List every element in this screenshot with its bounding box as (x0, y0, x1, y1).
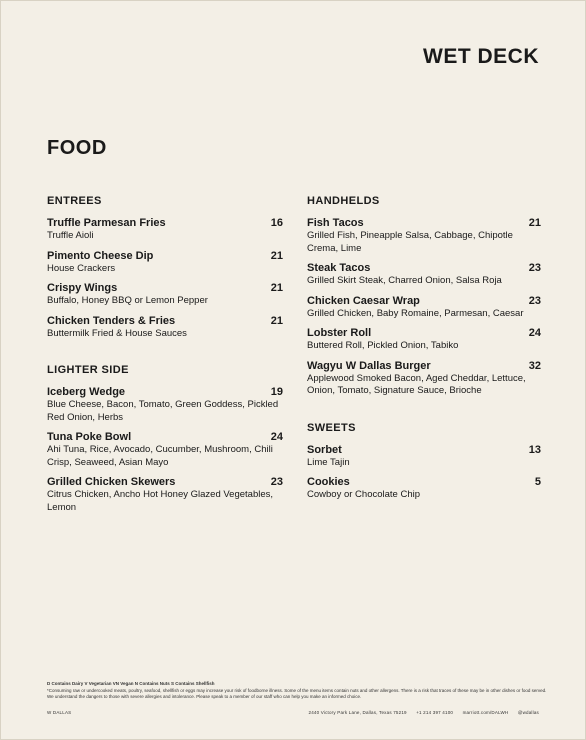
menu-item-price: 13 (528, 443, 541, 456)
footer-hotel-name: W DALLAS (47, 710, 72, 715)
menu-item-name: Iceberg Wedge (47, 386, 126, 398)
menu-item-name: Lobster Roll (307, 327, 372, 339)
menu-item-header (47, 250, 283, 263)
menu-item-description: Applewood Smoked Bacon, Aged Cheddar, Lettuce, Onion, Tomato, Signature Sauce, Brioche (307, 372, 526, 396)
page-title: FOOD (47, 137, 107, 159)
menu-item-description: Blue Cheese, Bacon, Tomato, Green Goddess, Pickled Red Onion, Herbs (47, 399, 279, 423)
menu-item-header (307, 360, 541, 373)
menu-item (47, 250, 283, 276)
menu-item (307, 444, 541, 470)
menu-item-name: Steak Tacos (307, 262, 371, 274)
left-column (47, 195, 283, 538)
menu-section (47, 364, 283, 514)
menu-item-header (307, 327, 541, 340)
menu-item-name: Tuna Poke Bowl (47, 431, 132, 443)
menu-item-name: Grilled Chicken Skewers (47, 476, 176, 488)
menu-item-price: 24 (528, 327, 541, 339)
footer-phone: +1 214 397 4100 (416, 710, 454, 715)
menu-item (47, 282, 283, 308)
menu-item-header (47, 217, 283, 230)
footer-bar (47, 710, 539, 715)
section-title: SWEETS (307, 421, 356, 434)
menu-item-description: Ahi Tuna, Rice, Avocado, Cucumber, Mushroom, Chili Crisp, Seaweed, Asian Mayo (47, 444, 273, 468)
brand-title: WET DECK (423, 45, 539, 68)
menu-item-price: 21 (270, 314, 283, 327)
footer-website: marriott.com/DALWH (462, 710, 509, 715)
footer-contact (301, 710, 540, 715)
menu-item-name: Fish Tacos (307, 217, 364, 229)
menu-item (307, 476, 541, 502)
menu-item-price: 16 (270, 217, 283, 229)
menu-item-name: Sorbet (307, 443, 342, 456)
menu-item-description: Lime Tajin (307, 456, 350, 468)
menu-item-price: 23 (270, 476, 283, 488)
menu-item-description: Buffalo, Honey BBQ or Lemon Pepper (47, 295, 208, 306)
menu-section (307, 422, 541, 502)
menu-item-price: 5 (534, 476, 541, 488)
menu-item-name: Wagyu W Dallas Burger (307, 359, 431, 372)
menu-item-header (47, 431, 283, 444)
menu-item-name: Chicken Tenders & Fries (47, 314, 176, 327)
menu-item-header (307, 262, 541, 275)
menu-item-description: Citrus Chicken, Ancho Hot Honey Glazed Vegetables, Lemon (47, 489, 274, 513)
menu-item-price: 24 (270, 431, 283, 443)
menu-item-description: Buttered Roll, Pickled Onion, Tabiko (307, 340, 459, 351)
menu-item-price: 21 (270, 282, 283, 294)
menu-item-header (307, 444, 541, 457)
menu-item (47, 315, 283, 341)
allergen-legend: D Contains Dairy V Vegetarian VN Vegan N Contains Nuts S Contains Shellfish (47, 681, 215, 686)
menu-item-header (307, 217, 541, 230)
menu-item-header (47, 315, 283, 328)
footer-address: 2440 Victory Park Lane, Dallas, Texas 75219 (308, 710, 407, 715)
menu-item-name: Truffle Parmesan Fries (47, 217, 166, 229)
section-title: HANDHELDS (307, 195, 380, 207)
menu-item-name: Pimento Cheese Dip (47, 249, 154, 262)
menu-item-description: Grilled Skirt Steak, Charred Onion, Salsa Roja (307, 275, 502, 286)
menu-item-header (47, 386, 283, 399)
menu-item-name: Crispy Wings (47, 282, 118, 294)
menu-item-price: 19 (270, 386, 283, 398)
menu-item-header (47, 282, 283, 295)
menu-section (47, 195, 283, 340)
menu-item-name: Chicken Caesar Wrap (307, 294, 420, 307)
menu-item (307, 360, 541, 398)
menu-item-price: 32 (528, 359, 541, 372)
menu-item-price: 23 (528, 262, 541, 274)
menu-item-description: Grilled Fish, Pineapple Salsa, Cabbage, Chipotle Crema, Lime (307, 230, 513, 254)
menu-item (307, 262, 541, 288)
disclaimer-text: *Consuming raw or undercooked meats, poultry, seafood, shellfish or eggs may increase your risk of foodborne illness. Some of the menu items contain nuts and other allergens. There is a risk that traces of these may be in other dishes or food served. We understand the dangers to those with severe allergies and intolerance. Please speak to a member of our staff who can help you make an informed choice. (47, 688, 547, 699)
section-title: LIGHTER SIDE (47, 364, 129, 376)
menu-item-description: Grilled Chicken, Baby Romaine, Parmesan, Caesar (307, 307, 524, 319)
right-column (307, 195, 541, 526)
menu-item-price: 21 (270, 249, 283, 262)
menu-item (47, 431, 283, 469)
menu-section (307, 195, 541, 398)
menu-item-name: Cookies (307, 476, 350, 488)
menu-item (307, 217, 541, 255)
footer-social: @wdallas (517, 710, 539, 715)
menu-item-description: Buttermilk Fried & House Sauces (47, 327, 187, 339)
menu-item-description: House Crackers (47, 262, 116, 274)
menu-item-header (307, 476, 541, 489)
menu-item (47, 386, 283, 424)
menu-item-header (307, 295, 541, 308)
section-title: ENTREES (47, 195, 102, 207)
menu-item-price: 23 (528, 294, 541, 307)
menu-item-header (47, 476, 283, 489)
menu-item-description: Truffle Aioli (47, 230, 94, 241)
footer-legend (47, 681, 547, 700)
menu-item-description: Cowboy or Chocolate Chip (307, 489, 421, 500)
menu-item (47, 217, 283, 243)
menu-item (47, 476, 283, 514)
menu-item (307, 327, 541, 353)
menu-item (307, 295, 541, 321)
menu-item-price: 21 (528, 217, 541, 229)
